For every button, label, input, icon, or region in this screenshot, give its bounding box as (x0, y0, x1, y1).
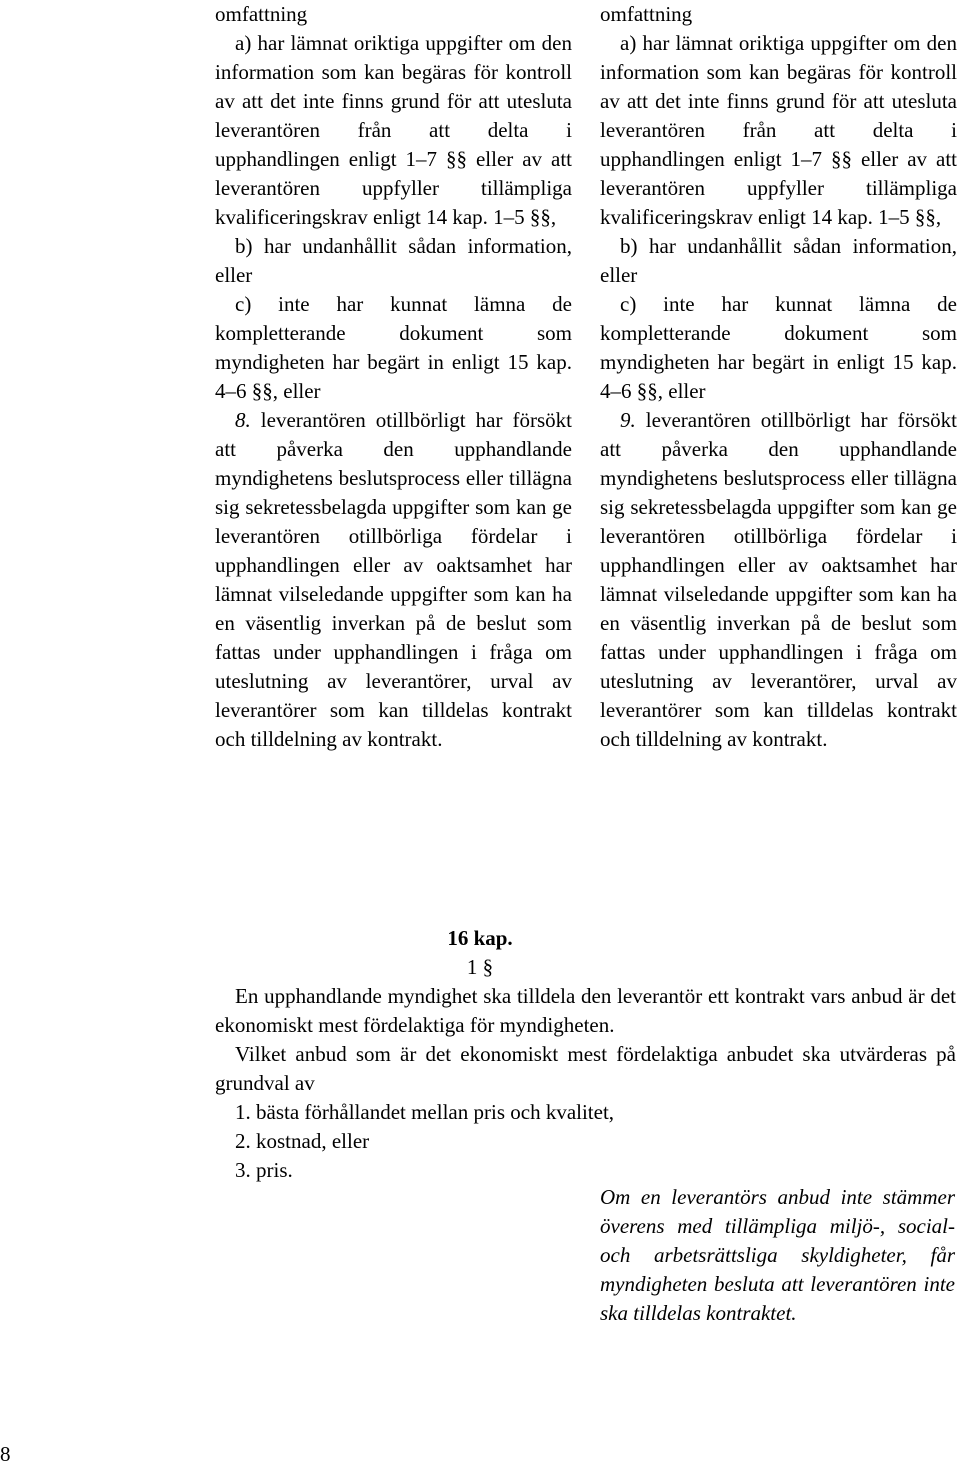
left-item-number: 8. (235, 408, 251, 432)
left-paragraph-a: a) har lämnat oriktiga uppgifter om den information som kan begäras för kontroll av att det inte finns grund för att utesluta leverantören från att delta i upphandlingen enligt 1–7 §§ eller av att leverantören uppfyller tillämpliga kvalificeringskrav enligt 14 kap. 1–5 §§, (215, 31, 572, 229)
list-item: 1. bästa förhållandet mellan pris och kvalitet, (235, 1100, 615, 1124)
page-number: 8 (0, 1442, 11, 1466)
right-paragraph-9 (600, 406, 957, 754)
section-mark: 1 § (466, 955, 494, 979)
left-paragraph-8 (215, 406, 572, 754)
list-item: 3. pris. (235, 1158, 293, 1182)
right-paragraph-omfattning: omfattning (600, 2, 693, 26)
body-paragraph-2: Vilket anbud som är det ekonomiskt mest fördelaktiga anbudet ska utvärderas på grundval av (215, 1042, 956, 1095)
body-paragraph-1: En upphandlande myndighet ska tilldela den leverantör ett kontrakt vars anbud är det ekonomiskt mest fördelaktiga för myndigheten. (215, 984, 956, 1037)
right-item-text: leverantören otillbörligt har försökt att påverka den upphandlande myndighetens beslutsprocess eller tillägna sig sekretessbelagda uppgifter som kan ge leverantören otillbörliga fördelar i upphandlingen eller av oaktsamhet har lämnat vilseledande uppgifter som kan ha en väsentlig inverkan på de beslut som fattas under upphandlingen i fråga om uteslutning av leverantörer, urval av leverantörer som kan tilldelas kontrakt och tilldelning av kontrakt. (600, 408, 957, 751)
left-paragraph-b: b) har undanhållit sådan information, eller (215, 234, 572, 287)
left-item-text: leverantören otillbörligt har försökt att påverka den upphandlande myndighetens beslutsprocess eller tillägna sig sekretessbelagda uppgifter som kan ge leverantören otillbörliga fördelar i upphandlingen eller av oaktsamhet har lämnat vilseledande uppgifter som kan ha en väsentlig inverkan på de beslut som fattas under upphandlingen i fråga om uteslutning av leverantörer, urval av leverantörer som kan tilldelas kontrakt och tilldelning av kontrakt. (215, 408, 572, 751)
right-item-number: 9. (620, 408, 636, 432)
section-body (215, 982, 956, 1185)
list-item: 2. kostnad, eller (235, 1129, 370, 1153)
left-paragraph-omfattning: omfattning (215, 2, 308, 26)
right-paragraph-b: b) har undanhållit sådan information, eller (600, 234, 957, 287)
left-column (215, 0, 572, 754)
left-paragraph-c: c) inte har kunnat lämna de kompletterande dokument som myndigheten har begärt in enligt 15 kap. 4–6 §§, eller (215, 292, 572, 403)
right-paragraph-c: c) inte har kunnat lämna de kompletterande dokument som myndigheten har begärt in enligt 15 kap. 4–6 §§, eller (600, 292, 957, 403)
right-paragraph-a: a) har lämnat oriktiga uppgifter om den information som kan begäras för kontroll av att det inte finns grund för att utesluta leverantören från att delta i upphandlingen enligt 1–7 §§ eller av att leverantören uppfyller tillämpliga kvalificeringskrav enligt 14 kap. 1–5 §§, (600, 31, 957, 229)
right-column (600, 0, 957, 754)
chapter-heading: 16 kap. (447, 926, 513, 950)
margin-note: Om en leverantörs anbud inte stämmer överens med tillämpliga miljö-, social- och arbetsrättsliga skyldigheter, får myndigheten besluta att leverantören inte ska tilldelas kontraktet. (600, 1185, 955, 1325)
